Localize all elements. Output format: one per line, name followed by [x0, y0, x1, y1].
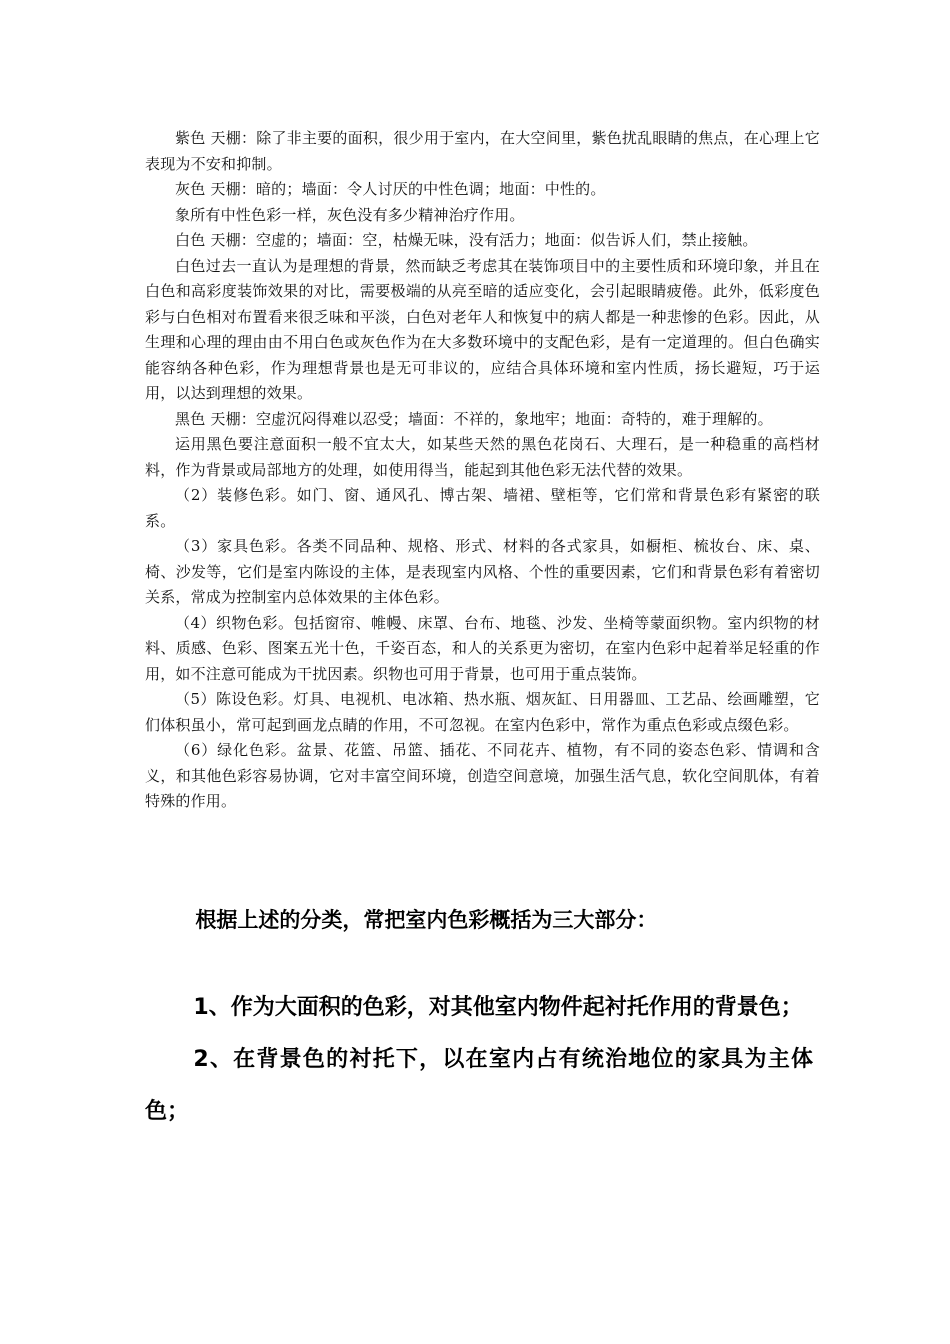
paragraph-fabric-color: （4）织物色彩。包括窗帘、帷幔、床罩、台布、地毯、沙发、坐椅等蒙面织物。室内织物的材料、质感、色彩、图案五光十色，千姿百态，和人的关系更为密切，在室内色彩中起着举足轻重的作用，如不注意可能成为干扰因素。织物也可用于背景，也可用于重点装饰。: [145, 613, 820, 683]
paragraph-gray: 灰色 天棚：暗的；墙面：令人讨厌的中性色调；地面：中性的。: [175, 180, 606, 198]
paragraph-furniture-color: （3）家具色彩。各类不同品种、规格、形式、材料的各式家具，如橱柜、梳妆台、床、桌、椅、沙发等，它们是室内陈设的主体，是表现室内风格、个性的重要因素，它们和背景色彩有着密切关系，常成为控制室内总体效果的主体色彩。: [145, 537, 820, 606]
part-background-color: 1、作为大面积的色彩，对其他室内物件起衬托作用的背景色；: [193, 995, 803, 1020]
paragraph-gray-note: 象所有中性色彩一样，灰色没有多少精神治疗作用。: [175, 205, 525, 224]
paragraph-white: 白色 天棚：空虚的；墙面：空，枯燥无味，没有活力；地面：似告诉人们，禁止接触。: [175, 231, 758, 249]
summary-heading: 根据上述的分类，常把室内色彩概括为三大部分：: [195, 908, 658, 932]
paragraph-decoration-color: （2）装修色彩。如门、窗、通风孔、博古架、墙裙、壁柜等，它们常和背景色彩有紧密的联系。: [145, 486, 820, 530]
paragraph-black: 黑色 天棚：空虚沉闷得难以忍受；墙面：不祥的，象地牢；地面：奇特的，难于理解的。: [175, 409, 773, 428]
part-main-color: 2、在背景色的衬托下，以在室内占有统治地位的家具为主体色；: [145, 1047, 813, 1124]
body-text: [145, 126, 820, 815]
paragraph-furnishing-color: （5）陈设色彩。灯具、电视机、电冰箱、热水瓶、烟灰缸、日用器皿、工艺品、绘画雕塑，它们体积虽小，常可起到画龙点睛的作用，不可忽视。在室内色彩中，常作为重点色彩或点缀色彩。: [145, 690, 820, 734]
parts-list: [145, 982, 813, 1138]
paragraph-white-note: 白色过去一直认为是理想的背景，然而缺乏考虑其在装饰项目中的主要性质和环境印象，并且在白色和高彩度装饰效果的对比，需要极端的从亮至暗的适应变化，会引起眼睛疲倦。此外，低彩度色彩与白色相对布置看来很乏味和平淡，白色对老年人和恢复中的病人都是一种悲惨的色彩。因此，从生理和心理的理由由不用白色或灰色作为在大多数环境中的支配色彩，是有一定道理的。但白色确实能容纳各种色彩，作为理想背景也是无可非议的，应结合具体环境和室内性质，扬长避短，巧于运用，以达到理想的效果。: [145, 256, 820, 402]
paragraph-purple: 紫色 天棚：除了非主要的面积，很少用于室内，在大空间里，紫色扰乱眼睛的焦点，在心理上它表现为不安和抑制。: [145, 129, 820, 173]
paragraph-greenery-color: （6）绿化色彩。盆景、花篮、吊篮、插花、不同花卉、植物，有不同的姿态色彩、情调和含义，和其他色彩容易协调，它对丰富空间环境，创造空间意境，加强生活气息，软化空间肌体，有着特殊的作用。: [145, 741, 820, 810]
paragraph-black-note: 运用黑色要注意面积一般不宜太大，如某些天然的黑色花岗石、大理石，是一种稳重的高档材料，作为背景或局部地方的处理，如使用得当，能起到其他色彩无法代替的效果。: [145, 435, 820, 479]
